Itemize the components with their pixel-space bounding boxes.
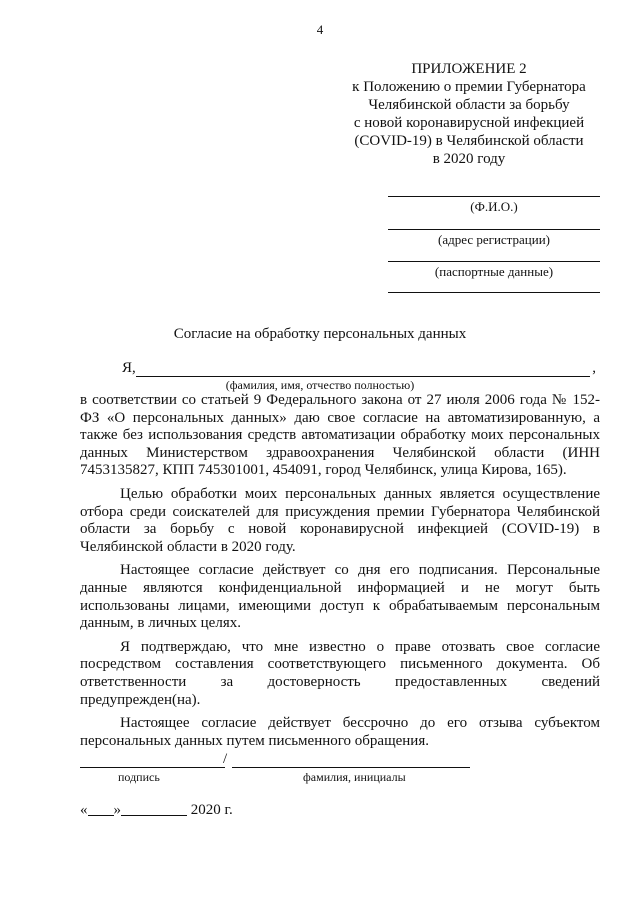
document-title: Согласие на обработку персональных данных — [173, 326, 467, 342]
paragraph-duration: Настоящее согласие действует бессрочно до его отзыва субъектом персональных данных путем письменного обращения. — [80, 715, 600, 749]
appendix-line: (COVID-19) в Челябинской области — [354, 133, 584, 149]
fio-field-line[interactable] — [388, 196, 600, 197]
signature-caption: подпись — [118, 770, 160, 784]
address-field-line[interactable] — [388, 229, 600, 230]
date-year: 2020 — [190, 802, 221, 818]
full-name-row — [122, 360, 602, 380]
full-name-caption: (фамилия, имя, отчество полностью) — [225, 378, 415, 392]
date-open-quote: « — [80, 802, 88, 818]
page-number: 4 — [316, 22, 324, 37]
paragraph-purpose: Целью обработки моих персональных данных является осуществление отбора среди соискателей для присуждения премии Губернатора Челябинской области за борьбу с новой коронавирусной инфекцией (COVID-19) в Челябинской области в 2020 году. — [80, 485, 600, 555]
fio-field-caption: (Ф.И.О.) — [470, 199, 518, 214]
appendix-line: в 2020 году — [432, 151, 506, 167]
consent-body — [80, 392, 600, 756]
date-row — [80, 800, 233, 819]
date-close-quote: » — [113, 802, 121, 818]
full-name-line[interactable] — [136, 376, 590, 377]
appendix-header — [344, 60, 594, 168]
passport-field-line[interactable] — [388, 261, 600, 262]
signature-line[interactable] — [80, 767, 225, 768]
paragraph-legal-basis: в соответствии со статьей 9 Федерального закона от 27 июля 2006 года № 152-ФЗ «О персональных данных» даю свое согласие на автоматизированную, а также без использования средств автоматизации обработку моих персональных данных Министерством здравоохранения Челябинской области (ИНН 7453135827, КПП 745301001, 454091, город Челябинск, улица Кирова, 165). — [80, 392, 600, 479]
paragraph-validity: Настоящее согласие действует со дня его подписания. Персональные данные являются конфиденциальной информацией и не могут быть использованы лицами, имеющими доступ к обрабатываемым персональным данным, в личных целях. — [80, 562, 600, 632]
appendix-line: ПРИЛОЖЕНИЕ 2 — [411, 61, 527, 77]
appendix-line: с новой коронавирусной инфекцией — [353, 115, 585, 131]
date-month-field[interactable] — [121, 800, 187, 816]
name-initials-caption: фамилия, инициалы — [303, 770, 406, 784]
appendix-line: Челябинской области за борьбу — [368, 97, 570, 113]
extra-field-line[interactable] — [388, 292, 600, 293]
paragraph-confirmation: Я подтверждаю, что мне известно о праве отозвать свое согласие посредством составления соответствующего письменного документа. Об ответственности за достоверность предоставленных сведений предупрежден(на). — [80, 638, 600, 708]
name-initials-line[interactable] — [232, 767, 470, 768]
appendix-line: к Положению о премии Губернатора — [352, 79, 586, 95]
date-year-suffix: г. — [224, 802, 233, 818]
date-day-field[interactable] — [88, 800, 114, 816]
passport-field-caption: (паспортные данные) — [434, 264, 554, 279]
address-field-caption: (адрес регистрации) — [438, 232, 550, 247]
ya-label: Я, — [122, 360, 136, 376]
signature-slash: / — [223, 751, 228, 767]
full-name-comma: , — [592, 360, 596, 376]
